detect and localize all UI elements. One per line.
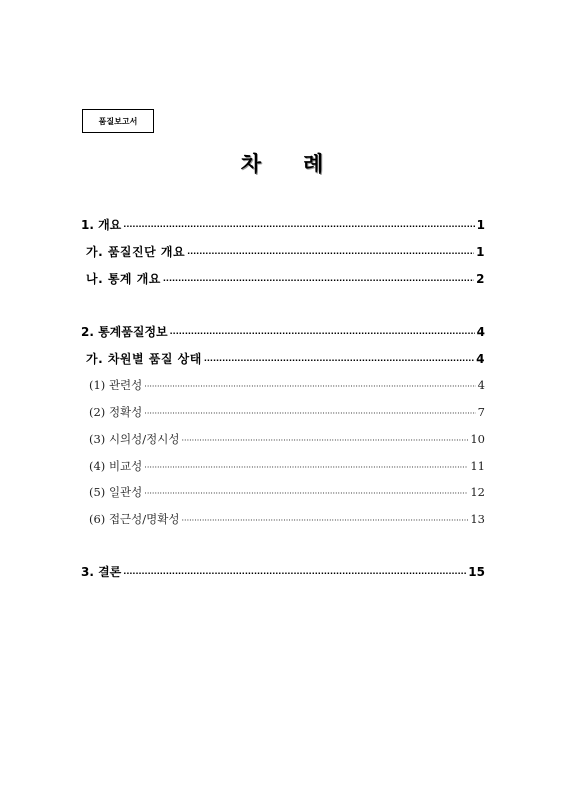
toc-page-number: 1 bbox=[476, 245, 485, 259]
toc-page-number: 4 bbox=[476, 352, 485, 366]
dot-leader bbox=[144, 486, 468, 502]
toc-label: 나. 통계 개요 bbox=[86, 272, 161, 286]
dot-leader bbox=[144, 379, 475, 395]
toc-entry-accuracy[interactable] bbox=[89, 404, 485, 422]
dot-leader bbox=[123, 219, 474, 235]
toc-page-number: 15 bbox=[468, 565, 485, 579]
dot-leader bbox=[187, 246, 474, 262]
toc-page-number: 13 bbox=[470, 512, 485, 526]
toc-page-number: 4 bbox=[477, 378, 485, 392]
toc-page-number: 7 bbox=[477, 405, 485, 419]
dot-leader bbox=[123, 566, 466, 582]
dot-leader bbox=[181, 433, 468, 449]
toc-label: (3) 시의성/정시성 bbox=[89, 432, 180, 446]
toc-label: (2) 정확성 bbox=[89, 405, 143, 419]
report-type-badge: 품질보고서 bbox=[82, 109, 154, 133]
toc-label: 1. 개요 bbox=[81, 218, 122, 232]
toc-label: 가. 품질진단 개요 bbox=[86, 245, 186, 259]
toc-label: (6) 접근성/명확성 bbox=[89, 512, 180, 526]
toc-entry-statistics-quality-info[interactable] bbox=[81, 324, 485, 342]
dot-leader bbox=[144, 460, 468, 476]
toc-page-number: 10 bbox=[470, 432, 485, 446]
toc-page-number: 12 bbox=[470, 485, 485, 499]
dot-leader bbox=[204, 353, 474, 369]
toc-label: 가. 차원별 품질 상태 bbox=[86, 352, 202, 366]
toc-entry-conclusion[interactable] bbox=[81, 564, 485, 582]
title-char-1: 차 bbox=[240, 152, 263, 176]
dot-leader bbox=[163, 273, 474, 289]
toc-page-number: 4 bbox=[476, 325, 485, 339]
dot-leader bbox=[181, 513, 468, 529]
toc-label: 2. 통계품질정보 bbox=[81, 325, 168, 339]
toc-page-number: 1 bbox=[476, 218, 485, 232]
toc-page-number: 11 bbox=[470, 459, 485, 473]
title-char-2: 례 bbox=[303, 152, 326, 176]
dot-leader bbox=[144, 406, 475, 422]
toc-entry-quality-diagnosis-overview[interactable] bbox=[86, 244, 485, 262]
toc-entry-quality-by-dimension[interactable] bbox=[86, 351, 485, 369]
toc-label: (5) 일관성 bbox=[89, 485, 143, 499]
toc-label: 3. 결론 bbox=[81, 565, 122, 579]
toc-label: (4) 비교성 bbox=[89, 459, 143, 473]
toc-entry-accessibility[interactable] bbox=[89, 511, 485, 529]
toc-label: (1) 관련성 bbox=[89, 378, 143, 392]
dot-leader bbox=[170, 326, 475, 342]
toc-entry-timeliness[interactable] bbox=[89, 431, 485, 449]
toc-entry-statistics-overview[interactable] bbox=[86, 271, 485, 289]
toc-entry-overview[interactable] bbox=[81, 217, 485, 235]
toc-entry-coherence[interactable] bbox=[89, 484, 485, 502]
toc-entry-relevance[interactable] bbox=[89, 377, 485, 395]
toc-page-number: 2 bbox=[476, 272, 485, 286]
toc-entry-comparability[interactable] bbox=[89, 458, 485, 476]
